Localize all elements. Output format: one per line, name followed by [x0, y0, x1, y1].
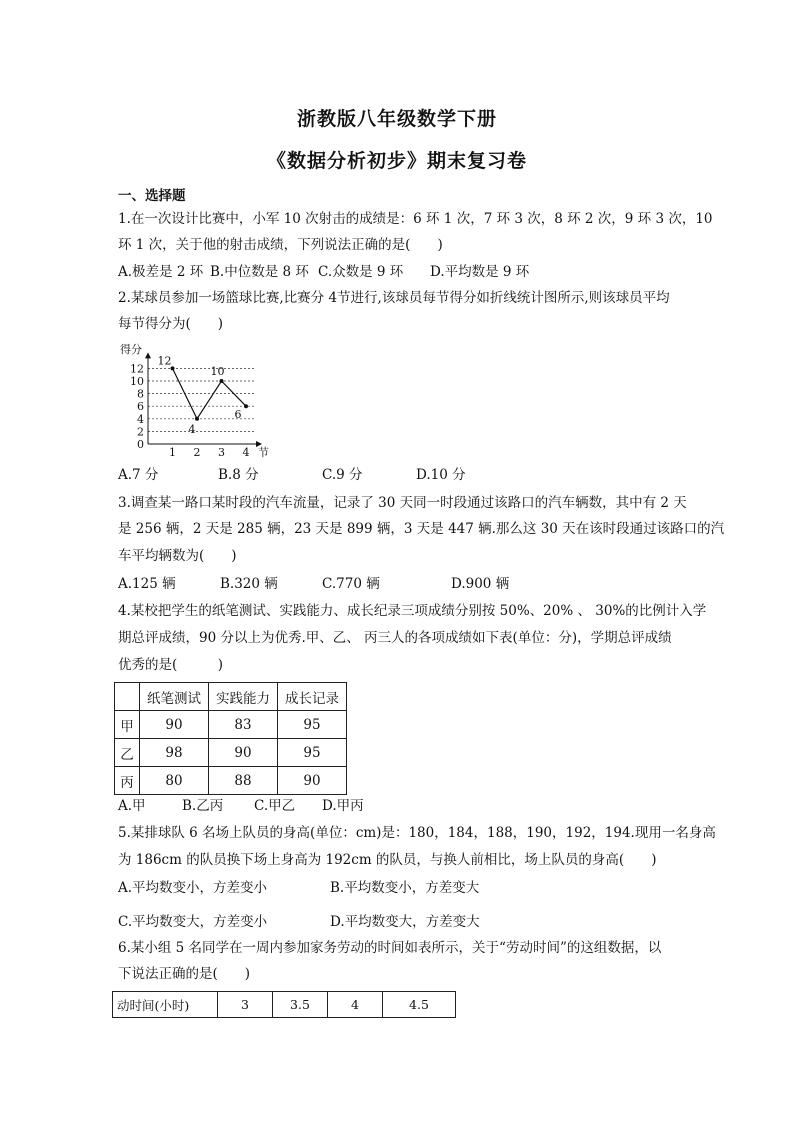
question-1-line-2: 环 1 次，关于他的射击成绩，下列说法正确的是( ): [118, 237, 443, 253]
question-3-option-a: A.125 辆: [118, 576, 176, 592]
table-cell: 83: [209, 711, 278, 739]
table-cell: 88: [209, 767, 278, 795]
x-tick-label: 4: [242, 446, 250, 459]
question-2-option-b: B.8 分: [218, 467, 259, 483]
y-tick-label: 8: [137, 387, 144, 401]
x-tick-label: 3: [218, 446, 225, 459]
y-tick-label: 12: [130, 362, 144, 376]
y-tick-label: 2: [137, 425, 144, 439]
table-header-cell: 实践能力: [209, 683, 278, 711]
data-label: 10: [210, 365, 225, 378]
table-cell: 90: [209, 739, 278, 767]
table-row: [115, 739, 347, 767]
question-5-option-a: A.平均数变小，方差变小: [118, 880, 268, 896]
table-row: [115, 711, 347, 739]
question-2-line-1: 2.某球员参加一场篮球比赛,比赛分 4节进行,该球员每节得分如折线统计图所示,则该球员平均: [118, 290, 670, 306]
table-header-cell: 纸笔测试: [140, 683, 209, 711]
table-cell: 丙: [115, 767, 140, 795]
table-cell: 90: [278, 767, 347, 795]
question-3-line-3: 车平均辆数为( ): [118, 548, 237, 564]
labor-time-table: [112, 991, 456, 1018]
question-4-line-1: 4.某校把学生的纸笔测试、实践能力、成长纪录三项成绩分别按 50%、20% 、 30%的比例计入学: [118, 603, 707, 619]
score-table: [114, 682, 347, 795]
y-tick-label: 10: [130, 375, 144, 388]
table-cell: 90: [140, 711, 209, 739]
table-cell: 4.5: [383, 992, 456, 1018]
y-axis-label: 得分: [120, 343, 142, 356]
question-2-option-a: A.7 分: [118, 467, 159, 483]
question-5-option-c: C.平均数变大，方差变小: [118, 914, 268, 930]
page-subtitle: 《数据分析初步》期末复习卷: [266, 150, 527, 172]
page-title: 浙教版八年级数学下册: [296, 108, 497, 130]
question-4-line-2: 期总评成绩，90 分以上为优秀.甲、乙、 丙三人的各项成绩如下表(单位：分)，学期总评成绩: [118, 630, 672, 646]
data-label: 4: [188, 422, 196, 436]
table-header-cell: [115, 683, 140, 711]
table-header-row: [115, 683, 347, 711]
question-1-option-d: D.平均数是 9 环: [430, 264, 530, 280]
x-tick-label: 1: [169, 446, 176, 459]
section-heading: 一、选择题: [118, 188, 186, 204]
question-3-option-c: C.770 辆: [322, 576, 380, 592]
y-tick-label: 0: [137, 438, 144, 451]
question-6-line-2: 下说法正确的是( ): [118, 966, 251, 982]
table-cell: 98: [140, 739, 209, 767]
question-4-option-c: C.甲乙: [254, 798, 296, 814]
question-1-option-b: B.中位数是 8 环: [210, 264, 309, 280]
question-2-option-c: C.9 分: [322, 467, 363, 483]
question-2-line-2: 每节得分为( ): [118, 316, 224, 332]
question-5-option-b: B.平均数变小，方差变大: [330, 880, 480, 896]
data-point: [220, 379, 224, 383]
question-4-option-a: A.甲: [118, 798, 146, 814]
y-axis-arrow: [145, 352, 151, 358]
y-tick-label: 4: [137, 412, 144, 426]
table-row: [113, 992, 456, 1018]
data-point: [244, 404, 248, 408]
table-cell: 乙: [115, 739, 140, 767]
table-cell: 甲: [115, 711, 140, 739]
data-point: [195, 417, 199, 421]
table-cell: 95: [278, 739, 347, 767]
data-label: 6: [234, 408, 242, 422]
question-3-option-b: B.320 辆: [220, 576, 278, 592]
question-3-line-2: 是 256 辆，2 天是 285 辆，23 天是 899 辆，3 天是 447 辆.那么这 30 天在该时段通过该路口的汽: [118, 521, 725, 537]
table-row: [115, 767, 347, 795]
x-tick-label: 2: [193, 446, 201, 459]
table-cell: 动时间(小时): [113, 992, 218, 1018]
question-5-line-1: 5.某排球队 6 名场上队员的身高(单位：cm)是：180，184，188，190，192，194.现用一名身高: [118, 825, 716, 841]
question-1-option-c: C.众数是 9 环: [318, 264, 404, 280]
question-6-line-1: 6.某小组 5 名同学在一周内参加家务劳动的时间如表所示，关于“劳动时间”的这组数据，以: [118, 940, 662, 956]
table-cell: 3.5: [273, 992, 328, 1018]
question-4-line-3: 优秀的是( ): [118, 657, 224, 673]
question-5-line-2: 为 186cm 的队员换下场上身高为 192cm 的队员，与换人前相比，场上队员的身高( ): [118, 852, 657, 868]
x-axis-label: 节: [258, 446, 269, 459]
question-5-option-d: D.平均数变大，方差变大: [330, 914, 480, 930]
table-cell: 3: [218, 992, 273, 1018]
question-4-option-d: D.甲丙: [322, 798, 364, 814]
question-1-option-a: A.极差是 2 环: [118, 264, 204, 280]
question-3-option-d: D.900 辆: [451, 576, 510, 592]
question-1-line-1: 1.在一次设计比赛中，小军 10 次射击的成绩是：6 环 1 次，7 环 3 次，8 环 2 次，9 环 3 次，10: [118, 211, 713, 227]
y-tick-label: 6: [137, 400, 144, 414]
question-2-option-d: D.10 分: [416, 467, 466, 483]
question-3-line-1: 3.调查某一路口某时段的汽车流量，记录了 30 天同一时段通过该路口的汽车辆数，其中有 2 天: [118, 495, 687, 511]
data-label: 12: [157, 354, 172, 368]
table-header-cell: 成长记录: [278, 683, 347, 711]
table-cell: 4: [328, 992, 383, 1018]
table-cell: 95: [278, 711, 347, 739]
table-cell: 80: [140, 767, 209, 795]
question-4-option-b: B.乙丙: [182, 798, 224, 814]
line-chart: [112, 340, 282, 462]
